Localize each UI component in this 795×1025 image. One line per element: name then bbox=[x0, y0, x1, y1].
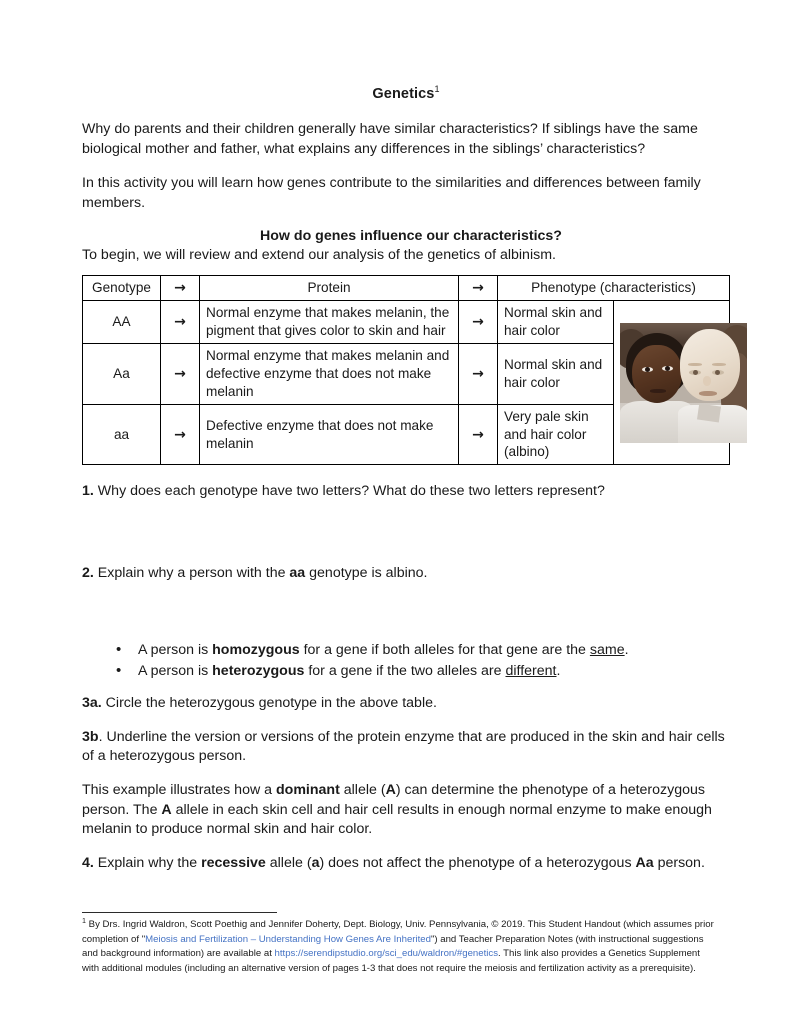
question-2-genotype: aa bbox=[289, 565, 306, 581]
question-2-number: 2. bbox=[82, 565, 94, 581]
document-content bbox=[82, 0, 730, 873]
table-row bbox=[83, 300, 730, 343]
question-4-allele-a: a bbox=[311, 854, 320, 871]
table-body bbox=[83, 300, 730, 465]
footnote-link-meiosis[interactable]: Meiosis and Fertilization – Understanding How Genes Are Inherited bbox=[145, 933, 431, 945]
answer-space-question-2[interactable] bbox=[82, 584, 730, 640]
spacer bbox=[82, 159, 730, 174]
answer-space-question-1[interactable] bbox=[82, 502, 730, 564]
spacer bbox=[82, 714, 730, 728]
question-1 bbox=[82, 482, 730, 502]
photo-eye-left-child-2 bbox=[662, 366, 673, 371]
footnote-section bbox=[82, 912, 714, 976]
photo-mouth-right-child bbox=[699, 391, 717, 396]
arrow-right-icon: → bbox=[472, 279, 484, 296]
cell-protein: Defective enzyme that does not make melanin bbox=[200, 404, 459, 465]
question-2-text-after: genotype is albino. bbox=[305, 565, 428, 581]
explanation-dominant: dominant bbox=[275, 781, 340, 798]
photo-collar bbox=[697, 403, 721, 422]
definition-2-underlined: different bbox=[505, 662, 557, 679]
question-3b-text: . Underline the version or versions of the protein enzyme that are produced in the skin and hair cells of a heterozygous person. bbox=[82, 728, 725, 765]
definition-2-middle: for a gene if the two alleles are bbox=[304, 662, 506, 679]
explanation-allele-a-1: A bbox=[385, 781, 396, 798]
question-3b bbox=[82, 728, 730, 767]
table-header-row bbox=[83, 275, 730, 300]
footnote-marker: 1 bbox=[82, 915, 86, 925]
question-3a-number: 3a. bbox=[82, 695, 102, 712]
albinism-photo bbox=[620, 323, 747, 443]
intro-paragraph-1: Why do parents and their children generally have similar characteristics? If siblings have the same biological mother and father, what explains any differences in the siblings’ characteristics? bbox=[82, 121, 698, 157]
explanation-allele-a-2: A bbox=[161, 801, 172, 818]
genetics-table bbox=[82, 275, 730, 465]
definition-1-after: . bbox=[624, 641, 629, 658]
cell-arrow-2 bbox=[459, 404, 498, 465]
question-1-text: Why does each genotype have two letters? What do these two letters represent? bbox=[93, 483, 605, 500]
cell-genotype: AA bbox=[83, 300, 161, 343]
footnote-separator bbox=[82, 912, 277, 913]
page-title bbox=[82, 0, 730, 102]
question-3a bbox=[82, 694, 730, 714]
definition-list bbox=[82, 640, 730, 683]
column-header-protein: Protein bbox=[200, 275, 459, 300]
spacer bbox=[82, 213, 730, 228]
question-2-text-before: Explain why a person with the bbox=[93, 565, 290, 581]
photo-nose-right-child bbox=[703, 376, 711, 386]
column-header-arrow-2 bbox=[459, 275, 498, 300]
photo-mouth-left-child bbox=[650, 389, 666, 393]
definition-2-term: heterozygous bbox=[212, 662, 305, 679]
arrow-right-icon: → bbox=[174, 279, 186, 296]
question-4-genotype-aa: Aa bbox=[635, 854, 654, 871]
definition-1-underlined: same bbox=[589, 641, 625, 658]
arrow-right-icon: → bbox=[472, 313, 484, 330]
question-4-mid-1: allele ( bbox=[265, 854, 312, 871]
question-4-after: person. bbox=[653, 854, 705, 871]
section-subline: To begin, we will review and extend our analysis of the genetics of albinism. bbox=[82, 247, 556, 264]
explanation-part-4: allele in each skin cell and hair cell results in enough normal enzyme to make enough melanin to produce normal skin and hair color. bbox=[82, 801, 712, 838]
explanation-paragraph bbox=[82, 781, 730, 840]
question-3b-number: 3b bbox=[82, 728, 99, 745]
photo-eye-right-child-1 bbox=[689, 370, 701, 375]
footnote-part-3: . This link also provides a Genetics Supplement with additional modules (including an alternative version of pages 1-3 that does not require the meiosis and fertilization activity as a prerequisite). bbox=[82, 948, 700, 974]
question-3a-text: Circle the heterozygous genotype in the above table. bbox=[101, 695, 437, 712]
question-1-number: 1. bbox=[82, 483, 94, 500]
cell-arrow-2 bbox=[459, 343, 498, 404]
cell-arrow-1 bbox=[161, 343, 200, 404]
cell-arrow-1 bbox=[161, 404, 200, 465]
photo-eye-right-child-2 bbox=[712, 370, 724, 375]
spacer bbox=[82, 682, 730, 694]
question-2 bbox=[82, 564, 730, 584]
photo-brow-right-child-2 bbox=[712, 363, 726, 366]
explanation-part-1: This example illustrates how a bbox=[82, 781, 276, 798]
arrow-right-icon: → bbox=[472, 365, 484, 382]
column-header-arrow-1 bbox=[161, 275, 200, 300]
list-item bbox=[116, 661, 730, 682]
question-4 bbox=[82, 854, 730, 874]
definition-1-before: A person is bbox=[138, 641, 213, 658]
spacer bbox=[82, 767, 730, 781]
footnote-text bbox=[82, 915, 714, 976]
spacer bbox=[82, 465, 730, 482]
title-footnote-marker: 1 bbox=[434, 84, 440, 95]
arrow-right-icon: → bbox=[174, 365, 186, 382]
cell-phenotype: Normal skin and hair color bbox=[498, 343, 614, 404]
footnote-part-2: ") and Teacher Preparation Notes (with instructional suggestions and background information) are available at bbox=[82, 933, 704, 960]
photo-eye-left-child-1 bbox=[642, 367, 653, 372]
page-title-text: Genetics bbox=[372, 86, 435, 102]
spacer bbox=[82, 840, 730, 854]
question-4-mid-2: ) does not affect the phenotype of a heterozygous bbox=[319, 854, 636, 871]
cell-protein: Normal enzyme that makes melanin and defective enzyme that does not make melanin bbox=[200, 343, 459, 404]
arrow-right-icon: → bbox=[174, 313, 186, 330]
definition-1-term: homozygous bbox=[212, 641, 300, 658]
question-4-number: 4. bbox=[82, 854, 94, 871]
footnote-part-1: By Drs. Ingrid Waldron, Scott Poethig and Jennifer Doherty, Dept. Biology, Univ. Pennsylvania, © 2019. This Student Handout (which assumes prior completion of " bbox=[82, 919, 714, 945]
phenotype-label-light: (characteristics) bbox=[596, 279, 696, 295]
cell-phenotype: Very pale skin and hair color (albino) bbox=[498, 404, 614, 465]
intro-paragraph-2: In this activity you will learn how genes contribute to the similarities and differences between family members. bbox=[82, 175, 701, 211]
question-4-before: Explain why the bbox=[93, 854, 202, 871]
cell-photo bbox=[614, 300, 730, 465]
cell-protein: Normal enzyme that makes melanin, the pigment that gives color to skin and hair bbox=[200, 300, 459, 343]
explanation-part-2: allele ( bbox=[339, 781, 386, 798]
explanation-part-3: ) can determine the phenotype of a heterozygous person. The bbox=[82, 781, 706, 818]
cell-genotype: Aa bbox=[83, 343, 161, 404]
cell-arrow-1 bbox=[161, 300, 200, 343]
photo-brow-right-child-1 bbox=[688, 363, 702, 366]
definition-2-after: . bbox=[556, 662, 561, 679]
cell-arrow-2 bbox=[459, 300, 498, 343]
footnote-link-serendip[interactable]: https://serendipstudio.org/sci_edu/waldron/#genetics bbox=[274, 948, 498, 960]
photo-face-left-child bbox=[632, 345, 682, 403]
arrow-right-icon: → bbox=[472, 426, 484, 443]
column-header-genotype: Genotype bbox=[83, 275, 161, 300]
cell-phenotype: Normal skin and hair color bbox=[498, 300, 614, 343]
phenotype-label-bold: Phenotype bbox=[531, 279, 597, 295]
list-item bbox=[116, 640, 730, 661]
section-heading: How do genes influence our characteristics? bbox=[260, 228, 562, 245]
cell-genotype: aa bbox=[83, 404, 161, 465]
table-header bbox=[83, 275, 730, 300]
arrow-right-icon: → bbox=[174, 426, 186, 443]
spacer bbox=[82, 102, 730, 120]
column-header-phenotype bbox=[498, 275, 730, 300]
definition-1-middle: for a gene if both alleles for that gene are the bbox=[299, 641, 590, 658]
definition-2-before: A person is bbox=[138, 662, 213, 679]
question-4-recessive: recessive bbox=[201, 854, 266, 871]
